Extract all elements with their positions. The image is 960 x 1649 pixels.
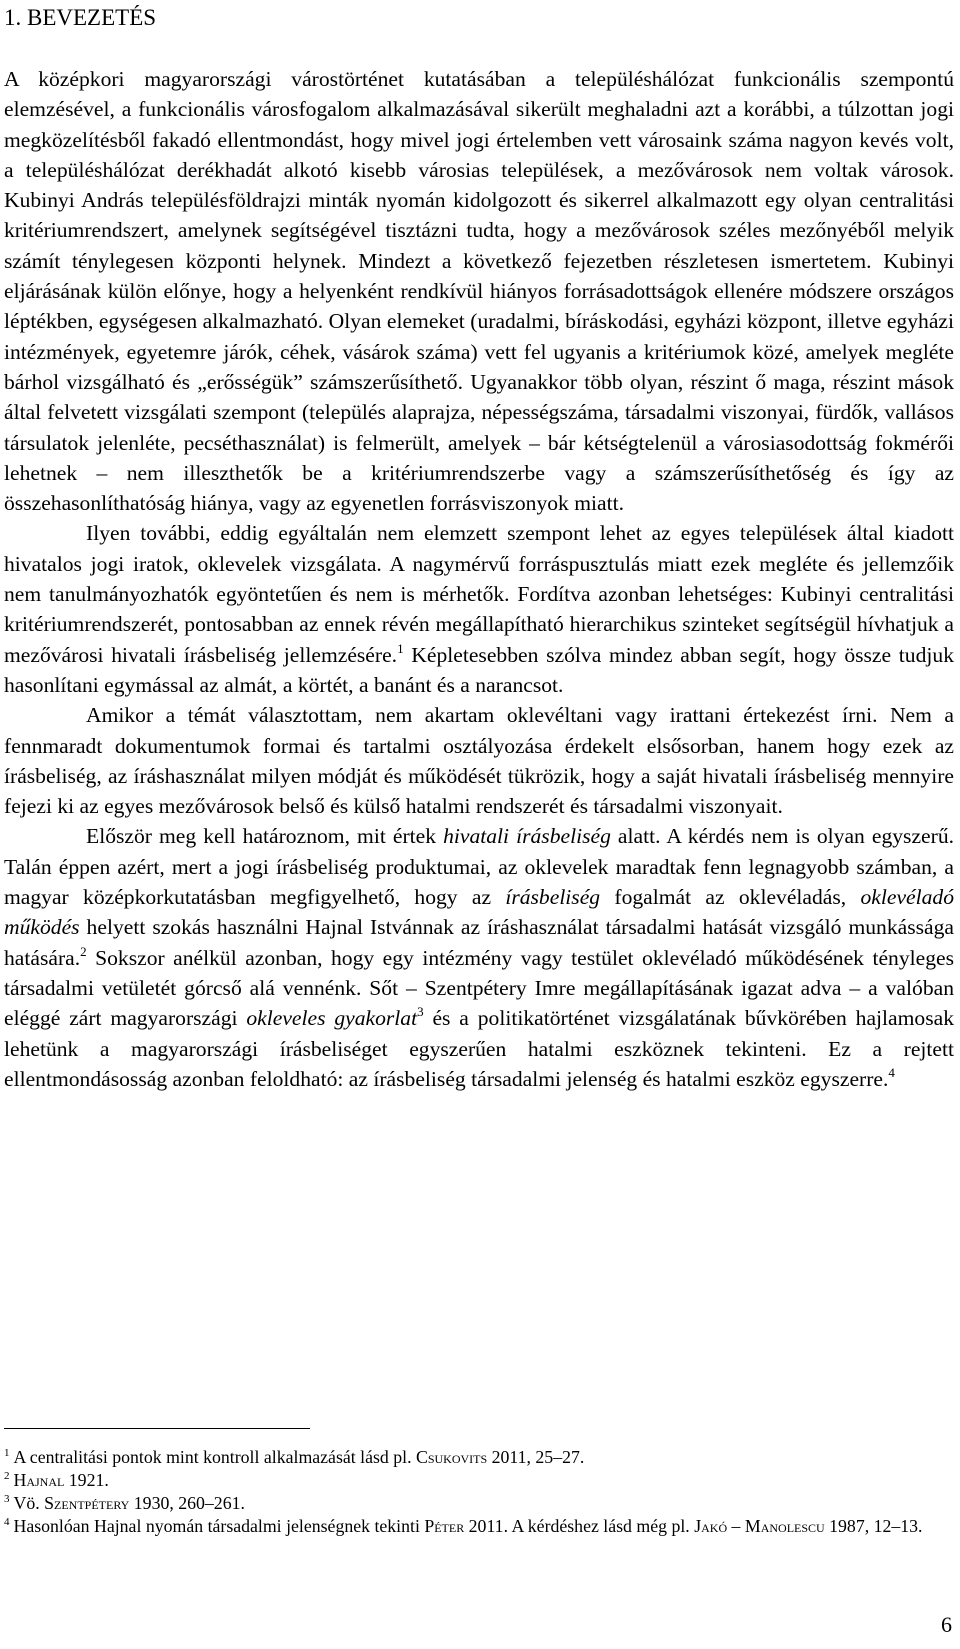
text-run: Képletesebben szólva mindez abban segít, hogy össze tudjuk hasonlítani egymással az almát, a körtét, a banánt és a narancsot. <box>4 642 954 697</box>
text-run: Először meg kell határoznom, mit értek <box>86 824 444 849</box>
text-run: 1930, 260–261. <box>129 1493 245 1513</box>
footnote-reference: 4 <box>888 1064 895 1080</box>
text-run: 2011. A kérdéshez lásd még pl. <box>464 1516 695 1536</box>
italic-term: oklevéladó működés <box>4 885 955 940</box>
text-run: 1987, 12–13. <box>824 1516 923 1536</box>
footnote <box>4 1469 944 1492</box>
text-run: Amikor a témát választottam, nem akartam oklevéltani vagy irattani értekezést írni. Nem a fennmaradt dokumentumok formai és tartalmi osztályozása érdekelt elsősorban, hanem hogy ezek az írásbeliség, az íráshasználat milyen módját és működését tükrözik, hogy a saját hivatali írásbeliség mennyire fejezi ki az egyes mezővárosok belső és külső hatalmi rendszerét és társadalmi viszonyait. <box>4 703 954 819</box>
footnote-reference: 1 <box>397 640 404 656</box>
footnote-reference: 3 <box>417 1004 424 1020</box>
footnote <box>4 1446 944 1469</box>
page-number: 6 <box>941 1612 952 1637</box>
author-name: Péter <box>424 1516 465 1536</box>
paragraph <box>4 64 954 518</box>
text-run: A centralitási pontok mint kontroll alkalmazását lásd pl. <box>13 1447 416 1467</box>
text-run: Ilyen további, eddig egyáltalán nem elemzett szempont lehet az egyes települések által kiadott hivatalos jogi iratok, oklevelek vizsgálata. A nagymérvű forráspusztulás miatt ezek megléte és jellemzőik nem tanulmányozhatók egyöntetűen és nem is mérhetők. Fordítva azonban lehetséges: Kubinyi centralitási kritériumrendszerét, pontosabban az ennek révén megállapítható hierarchikus szinteket segítségül hívhatjuk a mezővárosi hivatali írásbeliség jellemzésére. <box>4 521 954 667</box>
text-run: Sokszor anélkül azonban, hogy egy intézmény vagy testület oklevéladó működésének tényleges társadalmi vetületét górcső alá vennénk. Sőt – Szentpétery Imre megállapításának igazat adva – a valóban eléggé zárt magyarországi <box>4 945 954 1031</box>
text-run: fogalmát az oklevéladás, <box>600 885 861 910</box>
italic-term: okleveles gyakorlat <box>246 1006 418 1031</box>
author-name: Csukovits <box>415 1447 488 1467</box>
footnote <box>4 1515 944 1538</box>
footnote <box>4 1492 944 1515</box>
footnote-separator <box>4 1428 310 1429</box>
text-run: 1921. <box>64 1470 109 1490</box>
author-name: Jakó – Manolescu <box>694 1516 825 1536</box>
text-run: A középkori magyarországi várostörténet kutatásában a településhálózat funkcionális szempontú elemzésével, a funkcionális városfogalom alkalmazásával sikerült meghaladni azt a korábbi, a túlzottan jogi megközelítésből fakadó ellentmondást, hogy mivel jogi értelemben vett városaink száma nagyon kevés volt, a településhálózat derékhadát alkotó kisebb városias települések, a mezővárosok nem voltak városok. Kubinyi András településföldrajzi minták nyomán kidolgozott és sikerrel alkalmazott egy olyan centralitási kritériumrendszert, amelynek segítségével tisztázni tudta, hogy a mezővárosok széles mezőnyéből melyik számít ténylegesen központi helynek. Mindezt a következő fejezetben részletesen ismertetem. Kubinyi eljárásának külön előnye, hogy a helyenként rendkívül hiányos forrásadottságok ellenére módszere országos léptékben, egységesen alkalmazható. Olyan elemeket (uradalmi, bíráskodási, egyházi központ, illetve egyházi intézmények, egyetemre járók, céhek, vásárok száma) vett fel ugyanis a kritériumok közé, amelyek megléte bárhol vizsgálható és „erősségük” számszerűsíthető. Ugyanakkor több olyan, részint ő maga, részint mások által felvetett vizsgálati szempont (település alaprajza, népességszáma, társadalmi viszonyai, fürdők, vallásos társulatok jelenléte, pecséthasználat) is felmerült, amelyek – bár kétségtelenül a városiasodottság fokmérői lehetnek – nem illeszthetők be a kritériumrendszerbe vagy a számszerűsíthetőség és így az összehasonlíthatóság hiánya, vagy az egyenetlen forrásviszonyok miatt. <box>4 67 954 516</box>
footnote-reference: 2 <box>80 943 87 959</box>
text-run: 2011, 25–27. <box>487 1447 585 1467</box>
text-run: alatt. A kérdés nem is olyan egyszerű. Talán éppen azért, mert a jogi írásbeliség produktumai, az oklevelek maradtak fenn legnagyobb számban, a magyar középkorkutatásban megfigyelhető, hogy az <box>4 824 955 910</box>
text-run: Vö. <box>13 1493 45 1513</box>
chapter-heading: 1. BEVEZETÉS <box>4 5 157 30</box>
author-name: Hajnal <box>13 1470 65 1490</box>
main-text <box>4 64 954 1094</box>
footnote-number: 2 <box>4 1470 10 1482</box>
text-run: helyett szokás használni Hajnal Istvánnak az íráshasználat társadalmi hatását vizsgáló munkássága hatására. <box>4 915 954 970</box>
text-run: és a politikatörténet vizsgálatának bűvkörében hajlamosak lehetünk a magyarországi írásbeliséget egyszerűen hatalmi eszköznek tekinteni. Ez a rejtett ellentmondásosság azonban feloldható: az írásbeliség társadalmi jelenség és hatalmi eszköz egyszerre. <box>4 1006 954 1091</box>
footnote-number: 3 <box>4 1493 10 1505</box>
author-name: Szentpétery <box>44 1493 130 1513</box>
italic-term: hivatali írásbeliség <box>443 824 611 849</box>
text-run: Hasonlóan Hajnal nyomán társadalmi jelenségnek tekinti <box>13 1516 425 1536</box>
paragraph <box>4 821 954 1094</box>
footnote-number: 1 <box>4 1447 10 1459</box>
paragraph <box>4 518 954 700</box>
footnote-number: 4 <box>4 1516 10 1528</box>
footnotes <box>4 1446 944 1538</box>
paragraph <box>4 700 954 821</box>
italic-term: írásbeliség <box>505 885 601 910</box>
